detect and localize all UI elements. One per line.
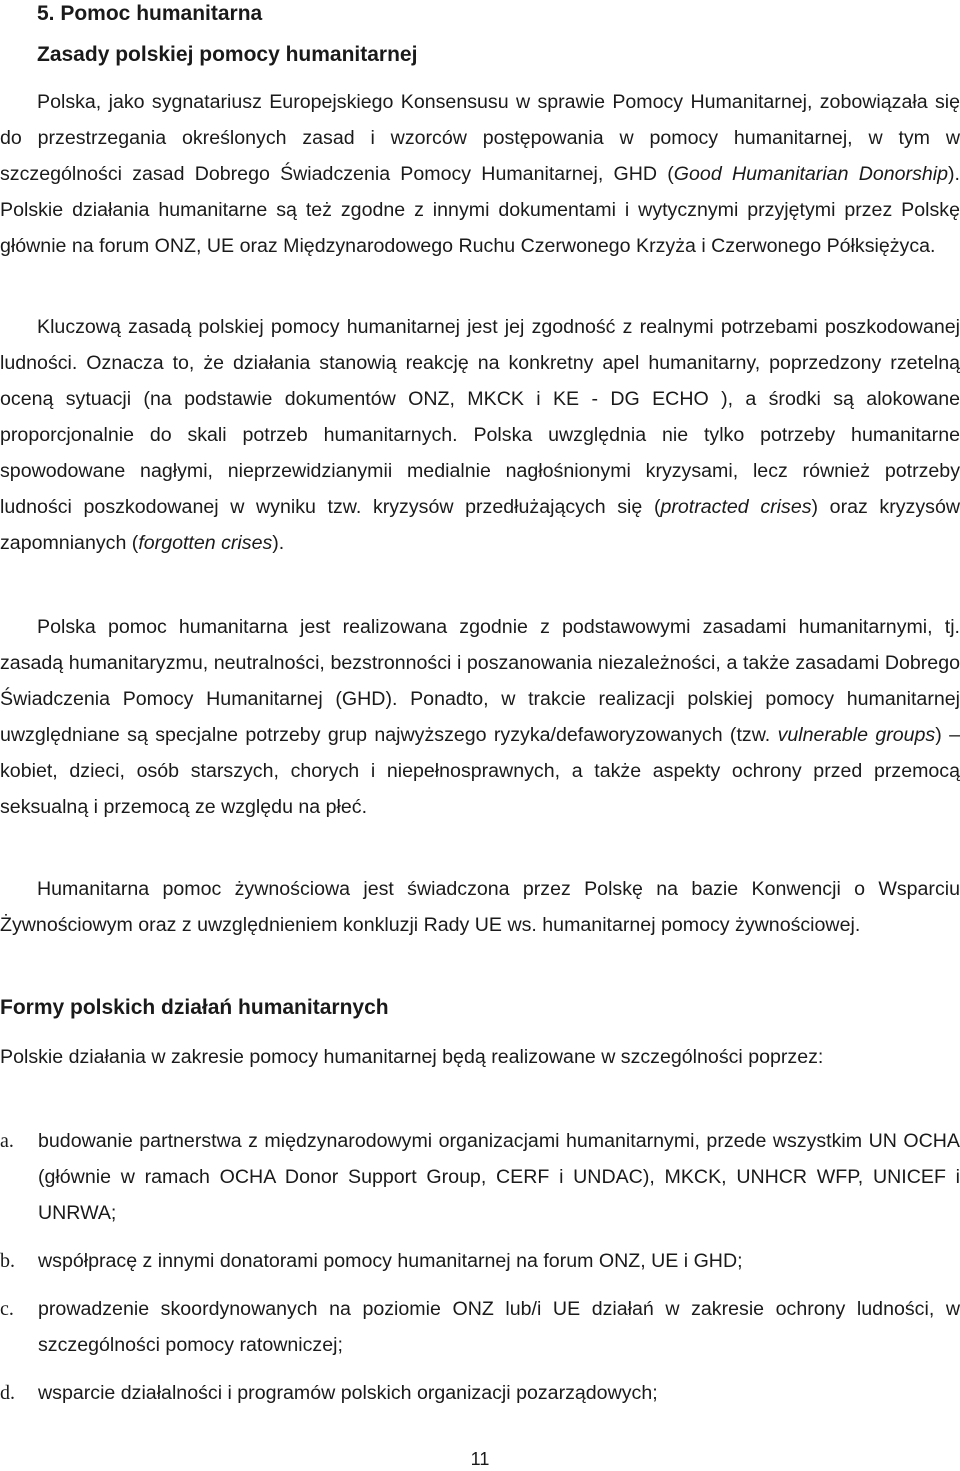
paragraph-1-italic: Good Humanitarian Donorship xyxy=(673,163,949,185)
paragraph-3 xyxy=(0,609,960,825)
paragraph-3-text-b: ) – kobiet, dzieci, osób starszych, chorych i niepełnosprawnych, a także aspekty ochrony przed przemocą seksualną i przemocą ze względu na płeć. xyxy=(0,724,960,818)
paragraph-3-text-a: Polska pomoc humanitarna jest realizowana zgodnie z podstawowymi zasadami humanitarnymi, tj. zasadą humanitaryzmu, neutralności, bezstronności i poszanowania niezależności, a także zasadami Dobrego Świadczenia Pomocy Humanitarnej (GHD). Ponadto, w trakcie realizacji polskiej pomocy humanitarnej uwzględniane są specjalne potrzeby grup najwyższego ryzyka/defaworyzowanych (tzw. xyxy=(0,616,960,746)
list-item-text: budowanie partnerstwa z międzynarodowymi organizacjami humanitarnymi, przede wszystkim UN OCHA (głównie w ramach OCHA Donor Support Group, CERF i UNDAC), MKCK, UNHCR WFP, UNICEF i UNRWA; xyxy=(38,1130,960,1224)
paragraph-2-text-c: ). xyxy=(272,532,285,554)
forms-intro: Polskie działania w zakresie pomocy humanitarnej będą realizowane w szczególności poprzez: xyxy=(0,1046,824,1068)
paragraph-1-text-b: ). Polskie działania humanitarne są też zgodne z innymi dokumentami i wytycznymi przyjętymi przez Polskę głównie na forum ONZ, UE oraz Międzynarodowego Ruchu Czerwonego Krzyża i Czerwonego Półksiężyca. xyxy=(0,163,960,257)
list-item-text: wsparcie działalności i programów polskich organizacji pozarządowych; xyxy=(38,1382,658,1404)
forms-heading: Formy polskich działań humanitarnych xyxy=(0,996,389,1019)
list-item-text: prowadzenie skoordynowanych na poziomie ONZ lub/i UE działań w zakresie ochrony ludności, w szczególności pomocy ratowniczej; xyxy=(38,1298,960,1356)
list-marker: b. xyxy=(0,1250,15,1272)
paragraph-2-italic-1: protracted crises xyxy=(660,496,812,518)
list-item-text: współpracę z innymi donatorami pomocy humanitarnej na forum ONZ, UE i GHD; xyxy=(38,1250,743,1272)
paragraph-3-italic: vulnerable groups xyxy=(777,724,936,746)
paragraph-1 xyxy=(0,84,960,264)
list-marker: c. xyxy=(0,1298,14,1320)
subsection-heading: Zasady polskiej pomocy humanitarnej xyxy=(37,43,418,66)
paragraph-4: Humanitarna pomoc żywnościowa jest świadczona przez Polskę na bazie Konwencji o Wsparciu Żywnościowym oraz z uwzględnieniem konkluzji Rady UE ws. humanitarnej pomocy żywnościowej. xyxy=(0,878,960,936)
paragraph-2-text-a: Kluczową zasadą polskiej pomocy humanitarnej jest jej zgodność z realnymi potrzebami poszkodowanej ludności. Oznacza to, że działania stanowią reakcję na konkretny apel humanitarny, poprzedzony rzetelną oceną sytuacji (na podstawie dokumentów ONZ, MKCK i KE - DG ECHO ), a środki są alokowane proporcjonalnie do skali potrzeb humanitarnych. Polska uwzględnia nie tylko potrzeby humanitarne spowodowane nagłymi, nieprzewidzianymii medialnie nagłośnionymi kryzysami, lecz również potrzeby ludności poszkodowanej w wyniku tzw. kryzysów przedłużających się ( xyxy=(0,316,960,518)
list-marker: a. xyxy=(0,1130,14,1152)
paragraph-2-text-b: ) oraz kryzysów zapomnianych ( xyxy=(0,496,960,554)
page-number: 11 xyxy=(470,1449,490,1469)
paragraph-2-italic-2: forgotten crises xyxy=(138,532,273,554)
paragraph-1-text-a: Polska, jako sygnatariusz Europejskiego Konsensusu w sprawie Pomocy Humanitarnej, zobowiązała się do przestrzegania określonych zasad i wzorców postępowania w pomocy humanitarnej, w tym w szczególności zasad Dobrego Świadczenia Pomocy Humanitarnej, GHD ( xyxy=(0,91,960,185)
section-heading: 5. Pomoc humanitarna xyxy=(37,2,263,25)
paragraph-2 xyxy=(0,309,960,561)
list-marker: d. xyxy=(0,1382,15,1404)
